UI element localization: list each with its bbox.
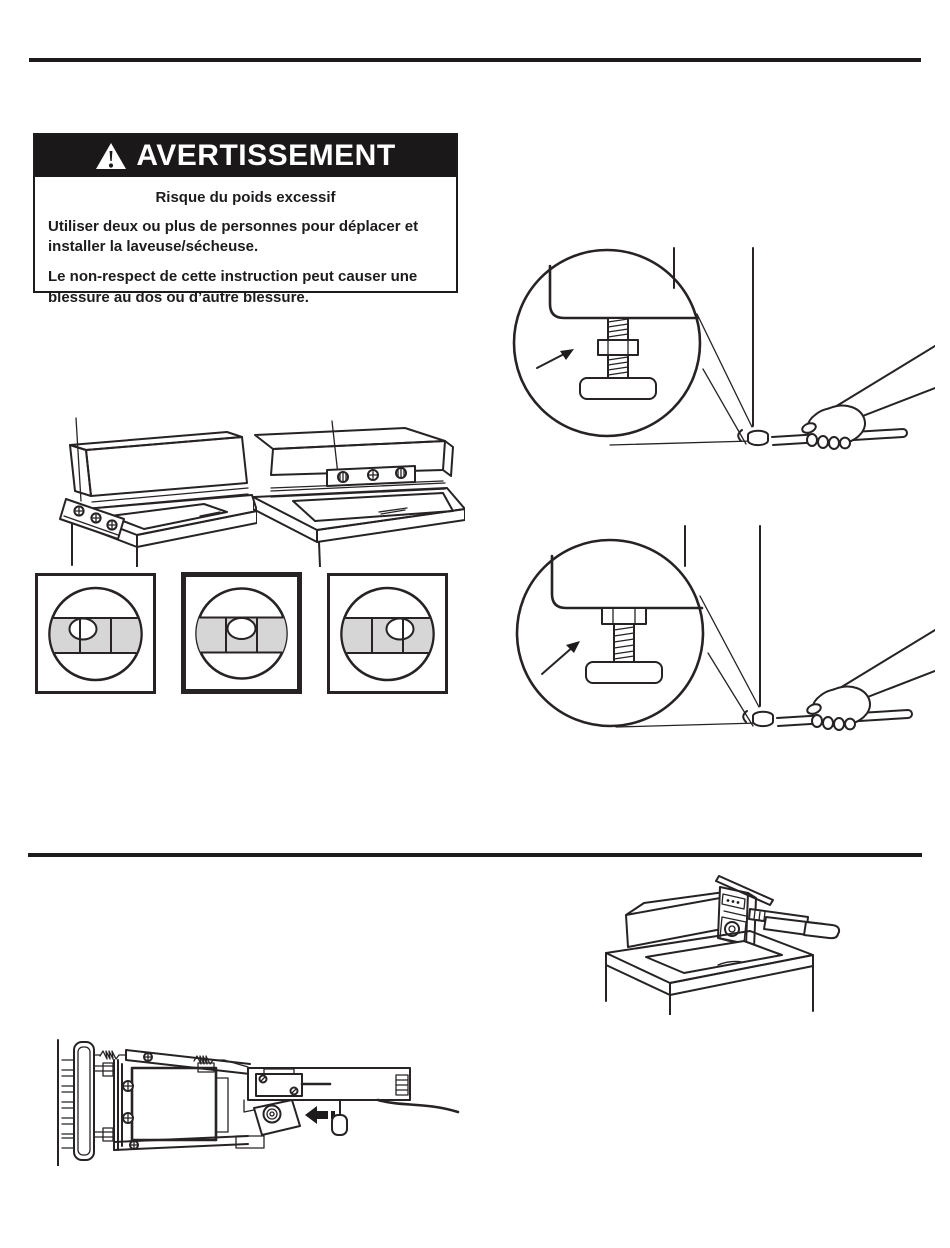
warning-box (33, 133, 458, 306)
warning-triangle-icon (95, 142, 127, 171)
foot-pad (586, 662, 662, 683)
warning-header (35, 135, 456, 177)
foot-pad (580, 378, 656, 399)
level-bubble (228, 618, 256, 639)
level-indicator-bubble-left (35, 573, 156, 699)
nut-arrow (542, 646, 574, 674)
middle-divider-rule (28, 853, 922, 857)
level-indicator-bubble-centered (181, 572, 302, 699)
coin-slide (749, 909, 839, 938)
figure-leveling-feet (490, 238, 935, 773)
warning-paragraph-2: Le non-respect de cette instruction peut causer une blessure au dos ou d’autre blessure. (48, 268, 418, 306)
warning-body (35, 177, 456, 308)
release-plate (254, 1100, 300, 1135)
figure-shipping-bracket-removed (52, 415, 257, 572)
handle-knob (332, 1115, 347, 1135)
figure-shipping-bracket-installed (253, 413, 465, 572)
leveling-foot-raised (517, 526, 935, 730)
release-direction-arrow (305, 1106, 328, 1124)
figure-coin-slide-insertion (598, 865, 866, 1020)
leveling-foot-lowered (514, 248, 935, 449)
level-indicator-bubble-right (327, 573, 448, 699)
figure-coin-slide-mechanism (48, 1038, 460, 1171)
coin-box (132, 1068, 216, 1140)
cable (378, 1100, 458, 1112)
jam-nut (602, 608, 646, 624)
warning-paragraph-1: Utiliser deux ou plus de personnes pour déplacer et installer la laveuse/sécheuse. (48, 217, 419, 256)
spring-left (94, 1051, 126, 1059)
faceplate (62, 1042, 94, 1160)
top-divider-rule (29, 58, 921, 62)
level-bubble (387, 619, 414, 640)
jam-nut (598, 340, 638, 355)
warning-title: AVERTISSEMENT (136, 139, 396, 172)
level-bubble (70, 619, 97, 640)
warning-heading: Risque du poids excessif (155, 189, 336, 206)
